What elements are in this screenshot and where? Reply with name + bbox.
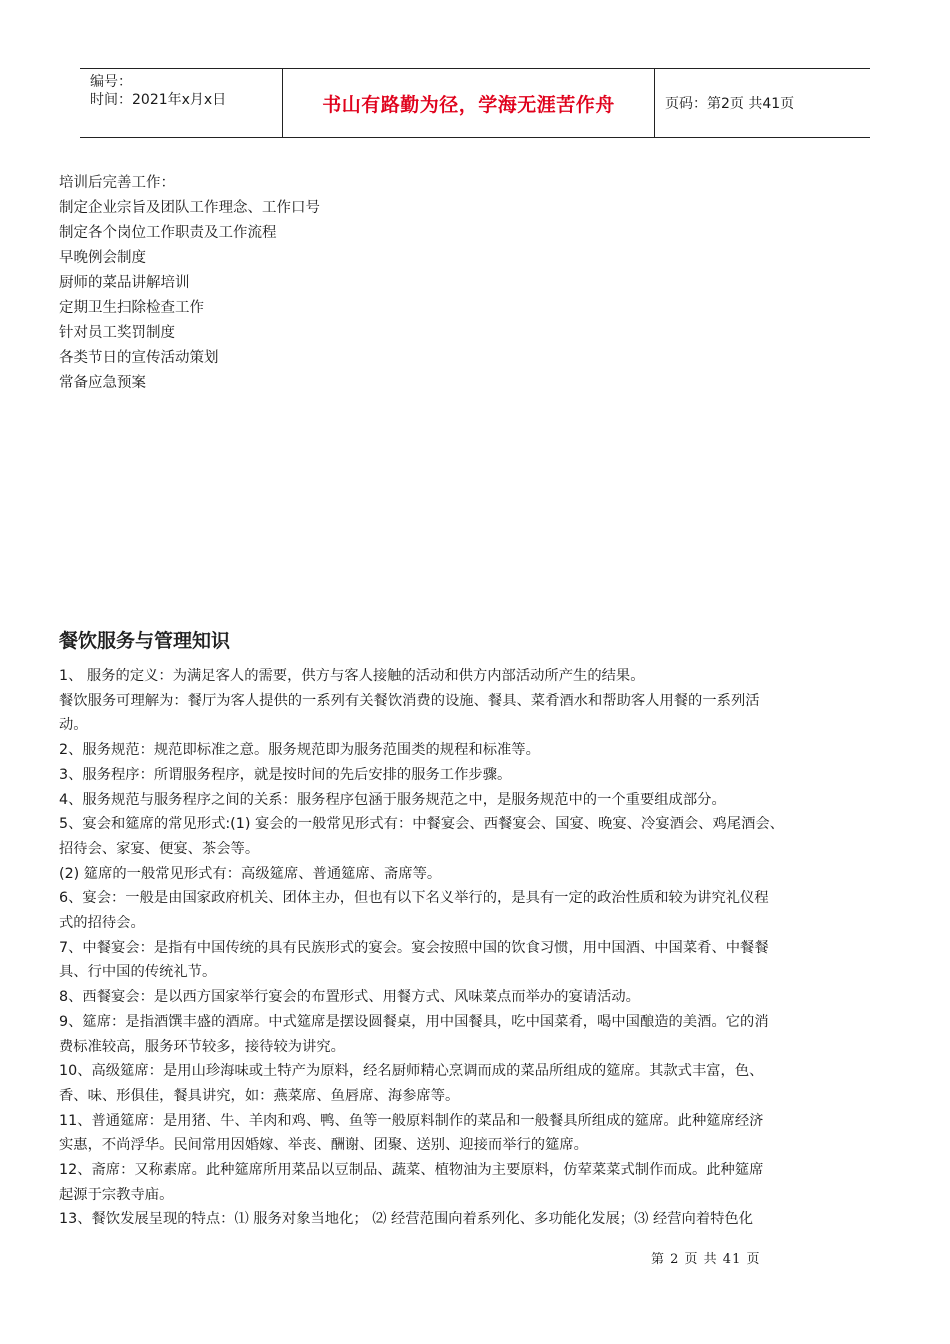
document-body: [59, 664, 904, 1232]
body-line: 7、中餐宴会：是指有中国传统的具有民族形式的宴会。宴会按照中国的饮食习惯，用中国酒、中国菜肴、中餐餐: [59, 939, 769, 956]
list-item: 定期卫生扫除检查工作: [59, 300, 204, 316]
body-line: 11、普通筵席：是用猪、牛、羊肉和鸡、鸭、鱼等一般原料制作的菜品和一般餐具所组成的筵席。此种筵席经济: [59, 1112, 764, 1129]
body-line: (2) 筵席的一般常见形式有：高级筵席、普通筵席、斋席等。: [59, 865, 442, 882]
list-item: 早晚例会制度: [59, 250, 146, 266]
section-title: 餐饮服务与管理知识: [59, 630, 231, 652]
list-item: 培训后完善工作：: [59, 175, 175, 191]
body-line: 3、服务程序：所谓服务程序，就是按时间的先后安排的服务工作步骤。: [59, 766, 512, 783]
body-line: 12、斋席：又称素席。此种筵席所用菜品以豆制品、蔬菜、植物油为主要原料，仿荤菜菜式制作而成。此种筵席: [59, 1162, 764, 1179]
body-line: 餐饮服务可理解为：餐厅为客人提供的一系列有关餐饮消费的设施、餐具、菜肴酒水和帮助客人用餐的一系列活: [59, 692, 760, 709]
list-item: 厨师的菜品讲解培训: [59, 275, 190, 291]
body-line: 5、宴会和筵席的常见形式:(1) 宴会的一般常见形式有：中餐宴会、西餐宴会、国宴、晚宴、冷宴酒会、鸡尾酒会、: [59, 816, 784, 833]
work-list: [59, 171, 320, 396]
page-info: 页码：第2页 共41页: [665, 96, 795, 112]
list-item: 制定各个岗位工作职责及工作流程: [59, 225, 277, 241]
body-line: 香、味、形俱佳，餐具讲究，如：燕菜席、鱼唇席、海参席等。: [59, 1087, 460, 1104]
body-line: 2、服务规范：规范即标准之意。服务规范即为服务范围类的规程和标准等。: [59, 742, 540, 759]
body-line: 招待会、家宴、便宴、茶会等。: [59, 840, 260, 857]
body-line: 13、餐饮发展呈现的特点：⑴ 服务对象当地化； ⑵ 经营范围向着系列化、多功能化发展；⑶ 经营向着特色化: [59, 1211, 754, 1228]
body-line: 10、高级筵席：是用山珍海味或土特产为原料，经名厨师精心烹调而成的菜品所组成的筵席。其款式丰富，色、: [59, 1063, 764, 1080]
time-label: 时间：2021年x月x日: [90, 92, 227, 108]
body-line: 8、西餐宴会：是以西方国家举行宴会的布置形式、用餐方式、风味菜点而举办的宴请活动。: [59, 989, 640, 1006]
header-meta: [80, 69, 282, 137]
list-item: 各类节日的宣传活动策划: [59, 350, 219, 366]
body-line: 费标准较高，服务环节较多，接待较为讲究。: [59, 1038, 345, 1055]
body-line: 实惠，不尚浮华。民间常用因婚嫁、举丧、酬谢、团聚、送别、迎接而举行的筵席。: [59, 1137, 588, 1154]
body-line: 1、 服务的定义：为满足客人的需要，供方与客人接触的活动和供方内部活动所产生的结果。: [59, 668, 645, 684]
body-line: 式的招待会。: [59, 915, 145, 932]
page-header: [80, 68, 870, 138]
motto: 书山有路勤为径，学海无涯苦作舟: [282, 69, 655, 137]
page-footer: 第 2 页 共 41 页: [651, 1252, 761, 1267]
list-item: 常备应急预案: [59, 375, 146, 391]
list-item: 制定企业宗旨及团队工作理念、工作口号: [59, 200, 320, 216]
body-line: 具、行中国的传统礼节。: [59, 964, 217, 981]
list-item: 针对员工奖罚制度: [59, 325, 175, 341]
number-label: 编号：: [90, 74, 132, 90]
body-line: 4、服务规范与服务程序之间的关系：服务程序包涵于服务规范之中，是服务规范中的一个重要组成部分。: [59, 791, 726, 808]
body-line: 6、宴会：一般是由国家政府机关、团体主办，但也有以下名义举行的，是具有一定的政治性质和较为讲究礼仪程: [59, 890, 769, 907]
body-line: 动。: [59, 717, 88, 734]
body-line: 9、筵席：是指酒馔丰盛的酒席。中式筵席是摆设圆餐桌，用中国餐具，吃中国菜肴，喝中国酿造的美酒。它的消: [59, 1013, 769, 1030]
body-line: 起源于宗教寺庙。: [59, 1186, 174, 1203]
